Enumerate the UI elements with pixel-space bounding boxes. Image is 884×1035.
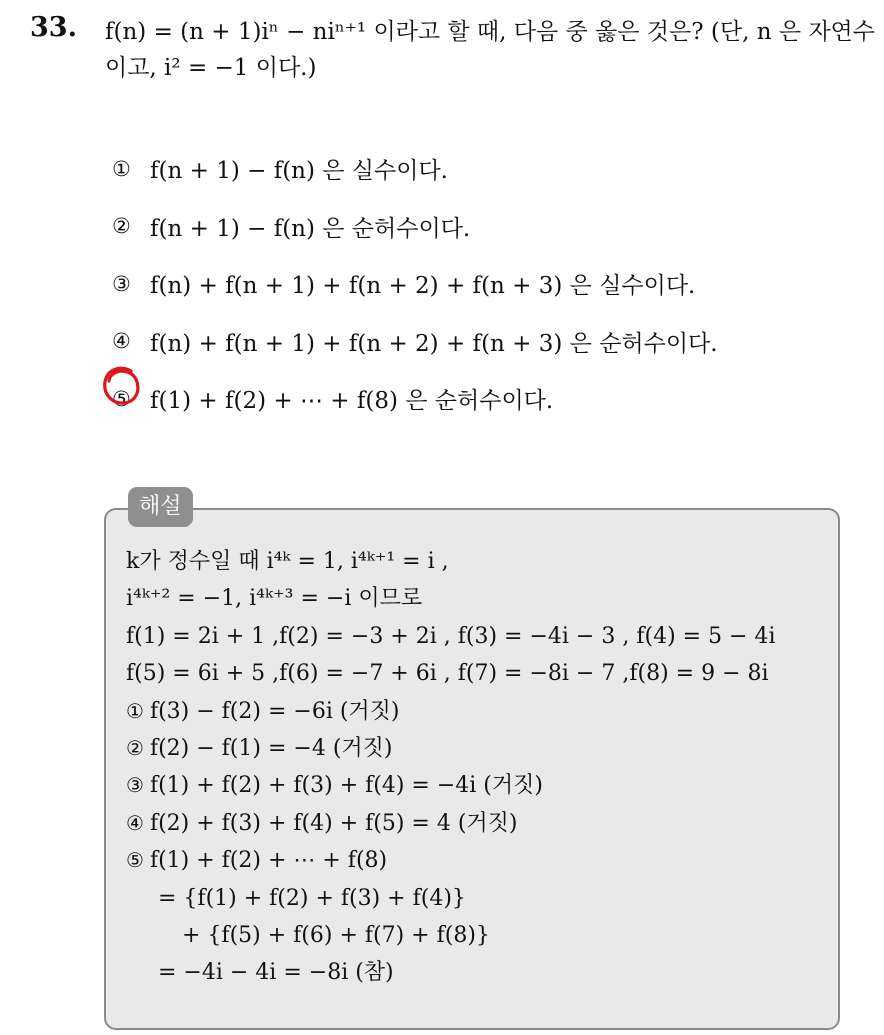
option-text: f(n + 1) − f(n) 은 순허수이다. [150,215,471,242]
option-4[interactable] [112,313,718,371]
solution-check [126,767,776,804]
check-number: ⑤ [126,848,144,873]
solution-continuation: = −4i − 4i = −8i (참) [158,960,394,986]
check-number: ② [126,735,144,760]
check-text: f(1) + f(2) + f(3) + f(4) = −4i (거짓) [149,773,543,799]
option-number: ⑤ [112,386,131,411]
question-text: f(n) = (n + 1)iⁿ − niⁿ⁺¹ 이라고 할 때, 다음 중 옳은 것은? (단, n 은 자연수이고, i² = −1 이다.) [105,19,875,81]
options-list [112,140,718,428]
check-number: ④ [126,810,144,835]
option-number: ① [112,156,131,181]
option-5[interactable] [112,370,718,428]
solution-check [126,730,776,767]
check-number: ③ [126,773,144,798]
solution-continuation: = {f(1) + f(2) + f(3) + f(4)} [158,885,466,911]
option-text: f(1) + f(2) + ⋯ + f(8) 은 순허수이다. [150,388,554,415]
solution-continuation: + {f(5) + f(6) + f(7) + f(8)} [182,922,490,948]
option-text: f(n) + f(n + 1) + f(n + 2) + f(n + 3) 은 실수이다. [150,273,696,300]
solution-check [126,842,776,879]
check-text: f(2) − f(1) = −4 (거짓) [149,735,393,761]
solution-line: i⁴ᵏ⁺² = −1, i⁴ᵏ⁺³ = −i 이므로 [126,586,423,612]
option-text: f(n + 1) − f(n) 은 실수이다. [150,158,448,185]
question-number: 33. [30,12,77,43]
option-text: f(n) + f(n + 1) + f(n + 2) + f(n + 3) 은 순허수이다. [150,330,718,357]
solution-content [126,543,776,992]
option-number: ③ [112,271,131,296]
option-2[interactable] [112,198,718,256]
check-number: ① [126,698,144,723]
solution-line: k가 정수일 때 i⁴ᵏ = 1, i⁴ᵏ⁺¹ = i , [126,549,449,574]
option-number: ④ [112,329,131,354]
check-text: f(3) − f(2) = −6i (거짓) [149,698,400,724]
option-3[interactable] [112,255,718,313]
check-text: f(2) + f(3) + f(4) + f(5) = 4 (거짓) [149,810,518,836]
option-1[interactable] [112,140,718,198]
solution-title: 해설 [128,487,193,527]
check-text: f(1) + f(2) + ⋯ + f(8) [149,848,388,874]
solution-check [126,805,776,842]
solution-check [126,693,776,730]
option-number: ② [112,214,131,239]
answer-circle-icon [101,365,143,407]
solution-line: f(5) = 6i + 5 ,f(6) = −7 + 6i , f(7) = −8i − 7 ,f(8) = 9 − 8i [126,661,769,687]
solution-line: f(1) = 2i + 1 ,f(2) = −3 + 2i , f(3) = −4i − 3 , f(4) = 5 − 4i [126,623,776,649]
